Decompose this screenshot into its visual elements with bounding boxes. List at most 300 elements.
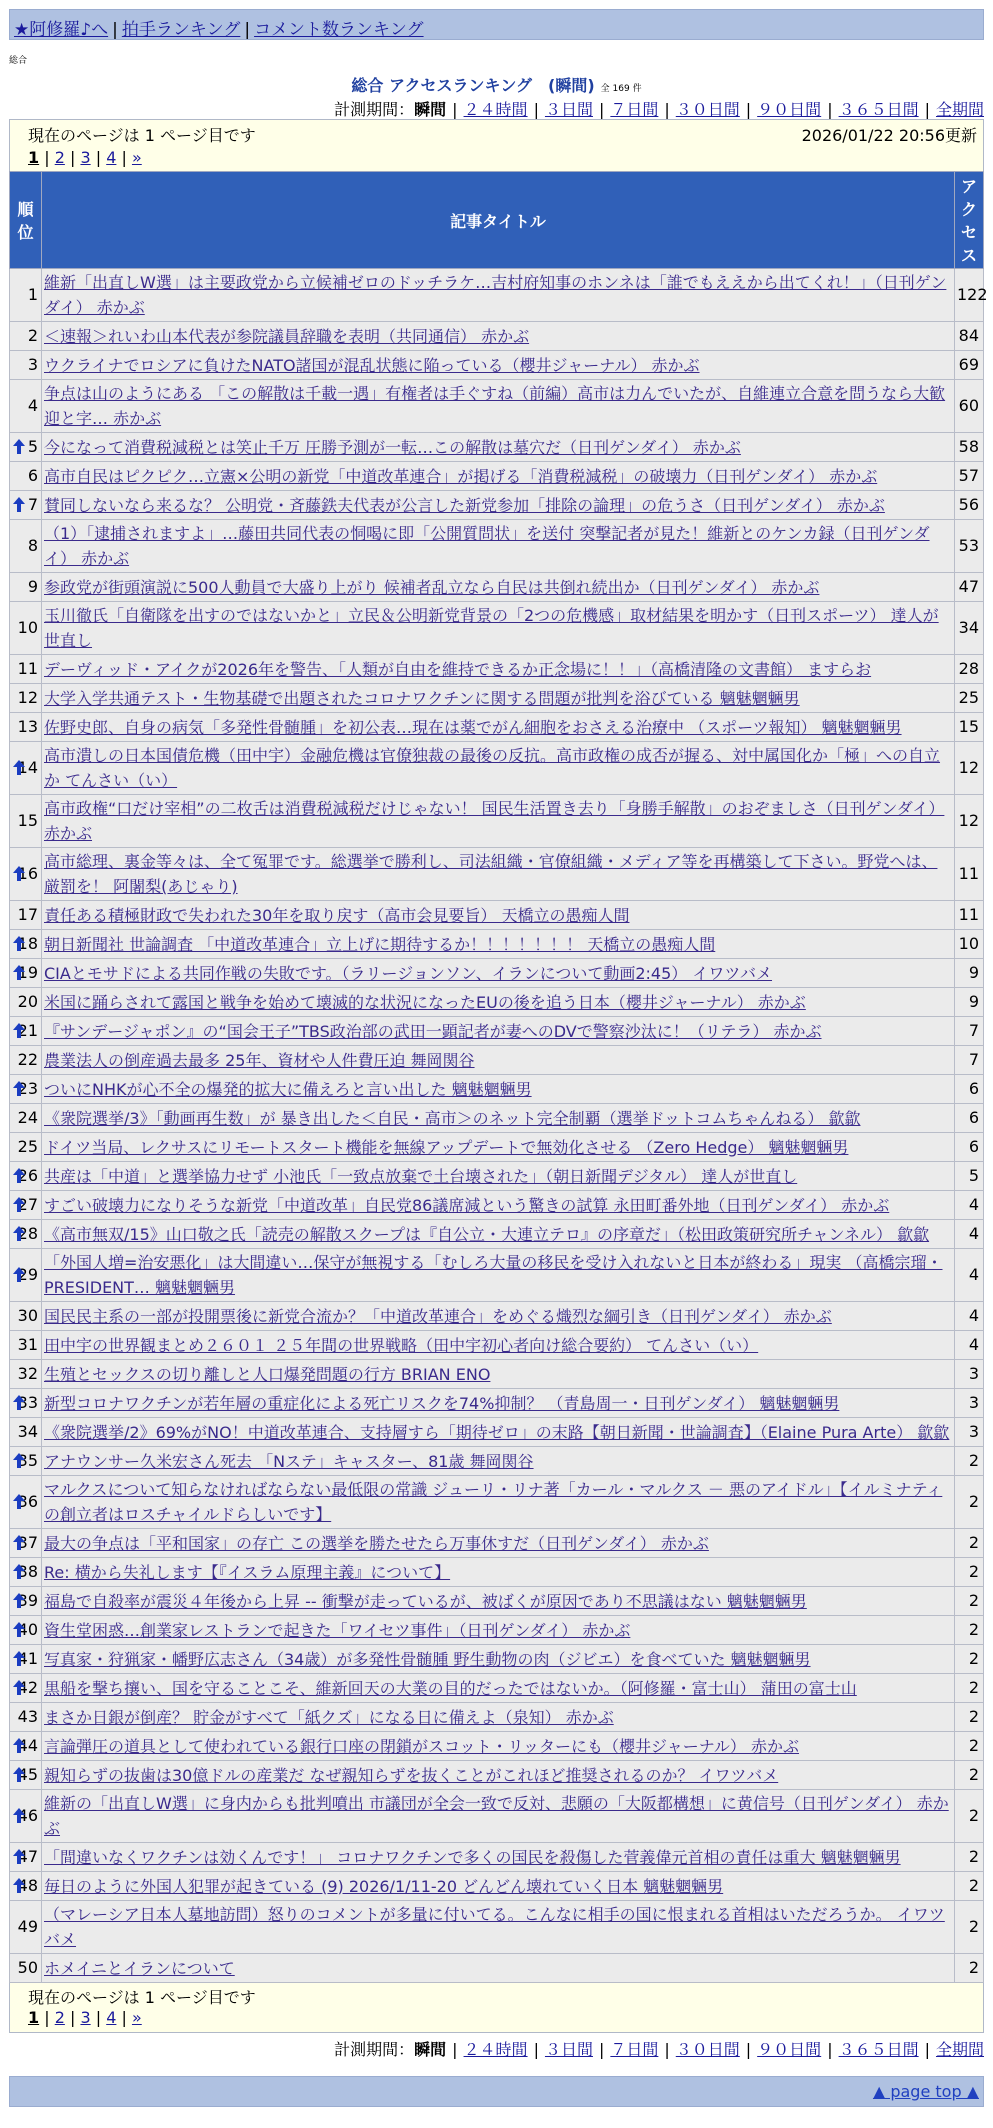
article-title-link[interactable]: 農業法人の倒産過去最多 25年、資材や人件費圧迫 舞岡関谷 <box>44 1050 475 1070</box>
table-row <box>10 1017 984 1046</box>
article-title-link[interactable]: Re: 横から失礼します【『イスラム原理主義』について】 <box>44 1562 451 1582</box>
article-title-link[interactable]: 朝日新聞社 世論調査 「中道改革連合」立上げに期待するか！！！！！！！ 天橋立の愚痴人間 <box>44 934 716 954</box>
article-title-link[interactable]: ウクライナでロシアに負けたNATO諸国が混乱状態に陥っている（櫻井ジャーナル） 赤かぶ <box>44 355 700 375</box>
rank-cell <box>10 1761 42 1790</box>
access-count: 9 <box>955 959 984 988</box>
rank-number: 29 <box>17 1265 38 1284</box>
access-count: 2 <box>955 1703 984 1732</box>
rank-cell <box>10 1476 42 1529</box>
title-cell <box>42 1046 955 1075</box>
access-count: 6 <box>955 1075 984 1104</box>
title-cell <box>42 1476 955 1529</box>
rank-number: 16 <box>17 864 38 883</box>
table-row <box>10 380 984 433</box>
total-count: 全 169 件 <box>600 84 642 94</box>
article-title-link[interactable]: ＜速報＞れいわ山本代表が参院議員辞職を表明（共同通信） 赤かぶ <box>44 326 530 346</box>
access-count: 2 <box>955 1674 984 1703</box>
page-top-link[interactable]: ▲ page top ▲ <box>872 2082 979 2101</box>
rank-number: 27 <box>17 1195 38 1214</box>
pager <box>28 2008 977 2027</box>
access-count: 58 <box>955 433 984 462</box>
access-count: 10 <box>955 930 984 959</box>
pager-separator: | <box>39 148 55 167</box>
rank-number: 2 <box>27 326 38 345</box>
period-option-link[interactable]: ２４時間 <box>463 100 528 119</box>
table-row <box>10 1645 984 1674</box>
access-count: 56 <box>955 491 984 520</box>
access-count: 5 <box>955 1162 984 1191</box>
table-row <box>10 269 984 322</box>
title-cell <box>42 1418 955 1447</box>
ranking-title-text: 総合 アクセスランキング (瞬間) <box>351 76 595 95</box>
rank-number: 26 <box>17 1166 38 1185</box>
rank-number: 28 <box>17 1224 38 1243</box>
page-info-top <box>9 119 984 171</box>
period-option-link[interactable]: ３６５日間 <box>838 100 919 119</box>
rank-cell <box>10 1558 42 1587</box>
access-count: 2 <box>955 1587 984 1616</box>
table-row <box>10 1843 984 1872</box>
rank-number: 21 <box>17 1021 38 1040</box>
title-cell <box>42 848 955 901</box>
title-cell <box>42 742 955 795</box>
period-separator: | <box>598 2040 605 2059</box>
title-cell <box>42 1104 955 1133</box>
footer-bar <box>9 2076 984 2107</box>
title-cell <box>42 1191 955 1220</box>
rank-number: 4 <box>27 396 38 415</box>
rank-cell <box>10 1418 42 1447</box>
access-count: 4 <box>955 1220 984 1249</box>
rank-number: 35 <box>17 1451 38 1470</box>
article-title-link[interactable]: （1）「逮捕されますよ」…藤田共同代表の恫喝に即「公開質問状」を送付 突撃記者が見た！維新とのケンカ録（日刊ゲンダイ） 赤かぶ <box>44 524 930 568</box>
current-page-text: 現在のページは 1 ページ目です <box>28 1988 256 2007</box>
rank-number: 15 <box>17 811 38 830</box>
rank-number: 34 <box>17 1422 38 1441</box>
title-cell <box>42 1703 955 1732</box>
period-separator: | <box>533 100 539 119</box>
rank-header: 順位 <box>10 172 42 269</box>
access-header: アクセス <box>955 172 984 269</box>
pager <box>28 148 977 167</box>
title-cell <box>42 988 955 1017</box>
table-row <box>10 1447 984 1476</box>
table-row <box>10 684 984 713</box>
article-title-link[interactable]: 言論弾圧の道具として使われている銀行口座の閉鎖がスコット・リッターにも（櫻井ジャーナル） 赤かぶ <box>44 1736 800 1756</box>
clap-ranking-link[interactable]: 拍手ランキング <box>121 20 241 40</box>
title-cell <box>42 1017 955 1046</box>
table-row <box>10 1046 984 1075</box>
access-count: 7 <box>955 1046 984 1075</box>
rank-number: 24 <box>17 1108 38 1127</box>
access-count: 15 <box>955 713 984 742</box>
access-count: 84 <box>955 322 984 351</box>
table-row <box>10 1954 984 1983</box>
title-cell <box>42 491 955 520</box>
title-cell <box>42 1843 955 1872</box>
rank-cell <box>10 1249 42 1302</box>
access-count: 2 <box>955 1447 984 1476</box>
table-row <box>10 713 984 742</box>
access-count: 2 <box>955 1761 984 1790</box>
pager-separator: | <box>90 148 107 167</box>
article-title-link[interactable]: 佐野史郎、自身の病気「多発性骨髄腫」を初公表…現在は薬でがん細胞をおさえる治療中 （スポーツ報知） 魑魅魍魎男 <box>44 717 902 737</box>
article-title-link[interactable]: （マレーシア日本人墓地訪問）怒りのコメントが多量に付いてる。こんなに相手の国に恨まれる首相はいただろうか。 イワツバメ <box>44 1905 945 1949</box>
article-title-link[interactable]: CIAとモサドによる共同作戦の失敗です。（ラリージョンソン、イランについて動画2:45） イワツバメ <box>44 963 773 983</box>
rank-cell <box>10 1017 42 1046</box>
article-title-link[interactable]: 争点は山のようにある 「この解散は千載一遇」有権者は手ぐすね（前編）高市は力んでいたが、自維連立合意を問うなら大歓迎と字… 赤かぶ <box>44 384 946 428</box>
article-title-link[interactable]: ついにNHKが心不全の爆発的拡大に備えろと言い出した 魑魅魍魎男 <box>44 1079 532 1099</box>
title-cell <box>42 1645 955 1674</box>
table-row <box>10 1529 984 1558</box>
rank-cell <box>10 1191 42 1220</box>
rank-number: 49 <box>17 1917 38 1936</box>
rank-number: 38 <box>17 1562 38 1581</box>
title-cell <box>42 1075 955 1104</box>
title-cell <box>42 1133 955 1162</box>
title-cell <box>42 322 955 351</box>
period-option-link[interactable]: ３０日間 <box>675 2040 740 2059</box>
title-cell <box>42 713 955 742</box>
access-count: 12 <box>955 795 984 848</box>
title-cell <box>42 602 955 655</box>
updated-timestamp: 2026/01/22 20:56更新 <box>801 126 977 145</box>
period-separator: | <box>924 2040 930 2059</box>
period-current: 瞬間 <box>414 2040 447 2059</box>
rank-number: 47 <box>17 1847 38 1866</box>
rank-cell <box>10 1843 42 1872</box>
table-row <box>10 1104 984 1133</box>
access-count: 34 <box>955 602 984 655</box>
rank-cell <box>10 713 42 742</box>
rank-number: 42 <box>17 1678 38 1697</box>
access-count: 7 <box>955 1017 984 1046</box>
rank-cell <box>10 1616 42 1645</box>
table-row <box>10 930 984 959</box>
article-title-link[interactable]: 大学入学共通テスト・生物基礎で出題されたコロナワクチンに関する問題が批判を浴びている 魑魅魍魎男 <box>44 688 800 708</box>
rank-number: 48 <box>17 1876 38 1895</box>
title-cell <box>42 1732 955 1761</box>
rank-cell <box>10 742 42 795</box>
access-count: 2 <box>955 1790 984 1843</box>
period-separator: | <box>745 2040 752 2059</box>
table-row <box>10 1331 984 1360</box>
access-count: 2 <box>955 1872 984 1901</box>
article-title-link[interactable]: 参政党が街頭演説に500人動員で大盛り上がり 候補者乱立なら自民は共倒れ続出か（日刊ゲンダイ） 赤かぶ <box>44 577 820 597</box>
rank-number: 11 <box>17 659 38 678</box>
period-label: 計測期間： <box>334 2040 415 2059</box>
access-count: 122 <box>955 269 984 322</box>
article-title-link[interactable]: 「間違いなくワクチンは効くんです！」 コロナワクチンで多くの国民を殺傷した菅義偉元首相の責任は重大 魑魅魍魎男 <box>44 1847 901 1867</box>
rank-cell <box>10 1046 42 1075</box>
title-cell <box>42 901 955 930</box>
period-option-link[interactable]: ９０日間 <box>757 2040 822 2059</box>
article-title-link[interactable]: 高市潰しの日本国債危機（田中宇）金融危機は官僚独裁の最後の反抗。高市政権の成否が握る、対中属国化か「極」への自立か てんさい（い） <box>44 746 941 790</box>
rank-number: 32 <box>17 1364 38 1383</box>
period-label: 計測期間： <box>334 100 415 119</box>
pager-page-link[interactable]: 4 <box>106 148 117 167</box>
rank-cell <box>10 602 42 655</box>
period-separator: | <box>452 100 458 119</box>
title-cell <box>42 930 955 959</box>
rank-number: 39 <box>17 1591 38 1610</box>
pager-separator: | <box>116 148 132 167</box>
title-cell <box>42 269 955 322</box>
table-row <box>10 1761 984 1790</box>
rank-cell <box>10 1587 42 1616</box>
pager-separator: | <box>116 2008 132 2027</box>
pager-page-link[interactable]: 3 <box>80 2008 91 2027</box>
rank-cell <box>10 1872 42 1901</box>
article-title-link[interactable]: 共産は「中道」と選挙協力せず 小池氏「一致点放棄で土台壊された」（朝日新聞デジタル） 達人が世直し <box>44 1166 798 1186</box>
table-row <box>10 1220 984 1249</box>
access-count: 25 <box>955 684 984 713</box>
table-row <box>10 1732 984 1761</box>
rank-cell <box>10 655 42 684</box>
table-row <box>10 520 984 573</box>
title-cell <box>42 795 955 848</box>
title-cell <box>42 1249 955 1302</box>
nav-separator: | <box>244 20 251 40</box>
top-nav-bar <box>9 9 984 40</box>
period-separator: | <box>533 2040 539 2059</box>
pager-page-link[interactable]: 2 <box>54 2008 65 2027</box>
article-title-link[interactable]: 国民民主系の一部が投開票後に新党合流か？「中道改革連合」をめぐる熾烈な綱引き（日刊ゲンダイ） 赤かぶ <box>44 1306 832 1326</box>
pager-separator: | <box>39 2008 55 2027</box>
table-row <box>10 433 984 462</box>
access-count: 6 <box>955 1133 984 1162</box>
period-option-link[interactable]: ２４時間 <box>463 2040 528 2059</box>
table-row <box>10 1901 984 1954</box>
period-option-link[interactable]: ３６５日間 <box>838 2040 919 2059</box>
table-row <box>10 1418 984 1447</box>
pager-next-link[interactable]: » <box>131 148 142 167</box>
title-cell <box>42 1761 955 1790</box>
title-cell <box>42 1331 955 1360</box>
article-title-link[interactable]: 高市総理、裏金等々は、全て冤罪です。総選挙で勝利し、司法組織・官僚組織・メディア等を再構築して下さい。野党へは、厳罰を！ 阿闍梨(あじゃり) <box>44 852 938 896</box>
rank-cell <box>10 1220 42 1249</box>
access-count: 11 <box>955 848 984 901</box>
table-row <box>10 491 984 520</box>
access-count: 4 <box>955 1331 984 1360</box>
rank-cell <box>10 1703 42 1732</box>
title-cell <box>42 1447 955 1476</box>
rank-cell <box>10 1302 42 1331</box>
article-title-link[interactable]: 福島で自殺率が震災４年後から上昇 -- 衝撃が走っているが、被ばくが原因であり不思議はない 魑魅魍魎男 <box>44 1591 807 1611</box>
rank-cell <box>10 1331 42 1360</box>
table-row <box>10 988 984 1017</box>
pager-separator: | <box>64 2008 81 2027</box>
period-separator: | <box>664 100 670 119</box>
article-title-link[interactable]: すごい破壊力になりそうな新党「中道改革」自民党86議席減という驚きの試算 永田町番外地（日刊ゲンダイ） 赤かぶ <box>44 1195 890 1215</box>
article-title-link[interactable]: 高市自民はピクピク…立憲×公明の新党「中道改革連合」が掲げる「消費税減税」の破壊力（日刊ゲンダイ） 赤かぶ <box>44 466 878 486</box>
rank-number: 5 <box>27 437 38 456</box>
article-title-link[interactable]: 田中宇の世界観まとめ２６０１ ２５年間の世界戦略（田中宇初心者向け総合要約） てんさい（い） <box>44 1335 759 1355</box>
article-title-link[interactable]: 毎日のように外国人犯罪が起きている (9) 2026/1/11-20 どんどん壊れていく日本 魑魅魍魎男 <box>44 1876 724 1896</box>
table-row <box>10 795 984 848</box>
period-separator: | <box>924 100 930 119</box>
article-title-link[interactable]: 今になって消費税減税とは笑止千万 圧勝予測が一転…この解散は墓穴だ（日刊ゲンダイ） 赤かぶ <box>44 437 741 457</box>
title-cell <box>42 1302 955 1331</box>
article-title-link[interactable]: 《衆院選挙/3》「動画再生数」が 暴き出した＜自民・高市＞のネット完全制覇（選挙ドットコムちゃんねる） 歙歙 <box>44 1108 861 1128</box>
article-title-link[interactable]: 米国に踊らされて露国と戦争を始めて壊滅的な状況になったEUの後を追う日本（櫻井ジャーナル） 赤かぶ <box>44 992 806 1012</box>
article-title-link[interactable]: デーヴィッド・アイクが2026年を警告、「人類が自由を維持できるか正念場に！！」（高橋清隆の文書館） ますらお <box>44 659 872 679</box>
access-count: 2 <box>955 1843 984 1872</box>
access-count: 57 <box>955 462 984 491</box>
table-row <box>10 1558 984 1587</box>
home-link[interactable]: ★阿修羅♪へ <box>14 20 109 40</box>
table-row <box>10 462 984 491</box>
rank-cell <box>10 1732 42 1761</box>
article-title-link[interactable]: 玉川徹氏「自衛隊を出すのではないかと」立民＆公明新党背景の「2つの危機感」取材結果を明かす（日刊スポーツ） 達人が世直し <box>44 606 939 650</box>
article-title-link[interactable]: 黒船を撃ち攘い、国を守ることこそ、維新回天の大業の目的だったではないか。（阿修羅・富士山） 蒲田の富士山 <box>44 1678 857 1698</box>
rank-cell <box>10 988 42 1017</box>
rank-cell <box>10 269 42 322</box>
title-cell <box>42 1954 955 1983</box>
access-count: 4 <box>955 1191 984 1220</box>
access-count: 3 <box>955 1389 984 1418</box>
title-cell <box>42 573 955 602</box>
table-row <box>10 1790 984 1843</box>
rank-number: 20 <box>17 992 38 1011</box>
period-option-link[interactable]: ３日間 <box>544 100 593 119</box>
article-title-link[interactable]: 新型コロナワクチンが若年層の重症化による死亡リスクを74%抑制？ （青島周一・日刊ゲンダイ） 魑魅魍魎男 <box>44 1393 840 1413</box>
period-option-link[interactable]: 全期間 <box>935 100 984 119</box>
rank-cell <box>10 573 42 602</box>
access-count: 60 <box>955 380 984 433</box>
rank-cell <box>10 1104 42 1133</box>
table-row <box>10 351 984 380</box>
title-cell <box>42 1360 955 1389</box>
title-cell <box>42 351 955 380</box>
article-title-link[interactable]: マルクスについて知らなければならない最低限の常識 ジューリ・リナ著「カール・マルクス － 悪のアイドル」【イルミナティの創立者はロスチャイルドらしいです】 <box>44 1480 943 1524</box>
pager-current-page: 1 <box>28 148 40 167</box>
rank-number: 23 <box>17 1079 38 1098</box>
article-title-link[interactable]: 《高市無双/15》山口敬之氏「読売の解散スクープは『自公立・大連立テロ』の序章だ」（松田政策研究所チャンネル） 歙歙 <box>44 1224 930 1244</box>
rank-cell <box>10 848 42 901</box>
category-label: 総合 <box>9 56 28 66</box>
access-count: 2 <box>955 1901 984 1954</box>
table-row <box>10 848 984 901</box>
article-title-link[interactable]: まさか日銀が倒産？ 貯金がすべて「紙クズ」になる日に備えよ（泉知） 赤かぶ <box>44 1707 614 1727</box>
title-cell <box>42 655 955 684</box>
article-title-link[interactable]: 賛同しないなら来るな？ 公明党・斉藤鉄夫代表が公言した新党参加「排除の論理」の危うさ（日刊ゲンダイ） 赤かぶ <box>44 495 885 515</box>
access-count: 3 <box>955 1418 984 1447</box>
period-option-link[interactable]: ７日間 <box>610 100 659 119</box>
article-title-link[interactable]: 『サンデージャポン』の“国会王子”TBS政治部の武田一顕記者が妻へのDVで警察沙汰に！（リテラ） 赤かぶ <box>44 1021 822 1041</box>
access-count: 2 <box>955 1732 984 1761</box>
period-selector <box>9 97 984 119</box>
rank-number: 30 <box>17 1306 38 1325</box>
article-title-link[interactable]: 最大の争点は「平和国家」の存亡 この選挙を勝たせたら万事休すだ（日刊ゲンダイ） 赤かぶ <box>44 1533 709 1553</box>
rank-cell <box>10 1954 42 1983</box>
title-cell <box>42 520 955 573</box>
rank-number: 44 <box>17 1736 38 1755</box>
pager-page-link[interactable]: 2 <box>54 148 65 167</box>
period-separator: | <box>827 2040 833 2059</box>
rank-cell <box>10 433 42 462</box>
rank-cell <box>10 901 42 930</box>
access-count: 9 <box>955 988 984 1017</box>
table-row <box>10 1703 984 1732</box>
rank-number: 33 <box>17 1393 38 1412</box>
title-cell <box>42 1616 955 1645</box>
period-option-link[interactable]: ３０日間 <box>675 100 740 119</box>
table-row <box>10 742 984 795</box>
rank-cell <box>10 1162 42 1191</box>
rank-number: 12 <box>17 688 38 707</box>
rank-cell <box>10 1529 42 1558</box>
article-title-link[interactable]: 責任ある積極財政で失われた30年を取り戻す（高市会見要旨） 天橋立の愚痴人間 <box>44 905 630 925</box>
article-title-link[interactable]: 維新「出直しW選」は主要政党から立候補ゼロのドッチラケ…吉村府知事のホンネは「誰でもええから出てくれ！」（日刊ゲンダイ） 赤かぶ <box>44 273 947 317</box>
pager-separator: | <box>90 2008 107 2027</box>
period-option-link[interactable]: ７日間 <box>610 2040 659 2059</box>
access-count: 2 <box>955 1616 984 1645</box>
rank-cell <box>10 1790 42 1843</box>
comment-ranking-link[interactable]: コメント数ランキング <box>254 20 424 40</box>
rank-number: 8 <box>27 536 38 555</box>
rank-cell <box>10 1674 42 1703</box>
page-info-bottom <box>9 1983 984 2033</box>
article-title-link[interactable]: アナウンサー久米宏さん死去 「Nステ」キャスター、81歳 舞岡関谷 <box>44 1451 534 1471</box>
title-cell <box>42 684 955 713</box>
rank-number: 18 <box>17 934 38 953</box>
article-title-link[interactable]: 《衆院選挙/2》69%がNO！中道改革連合、支持層すら「期待ゼロ」の末路【朝日新聞・世論調査】（Elaine Pura Arte） 歙歙 <box>44 1422 950 1442</box>
period-option-link[interactable]: 全期間 <box>935 2040 984 2059</box>
rank-number: 10 <box>17 618 38 637</box>
pager-page-link[interactable]: 3 <box>80 148 91 167</box>
rank-number: 37 <box>17 1533 38 1552</box>
period-option-link[interactable]: ９０日間 <box>757 100 822 119</box>
rank-cell <box>10 1075 42 1104</box>
article-title-link[interactable]: ホメイニとイランについて <box>44 1958 235 1978</box>
table-row <box>10 1133 984 1162</box>
article-title-link[interactable]: 親知らずの抜歯は30億ドルの産業だ なぜ親知らずを抜くことがこれほど推奨されるのか？ イワツバメ <box>44 1765 779 1785</box>
rank-number: 31 <box>17 1335 38 1354</box>
rank-number: 9 <box>27 577 38 596</box>
table-row <box>10 1249 984 1302</box>
period-separator: | <box>664 2040 670 2059</box>
rank-cell <box>10 322 42 351</box>
article-title-link[interactable]: 資生堂困惑…創業家レストランで起きた「ワイセツ事件」（日刊ゲンダイ） 赤かぶ <box>44 1620 631 1640</box>
table-row <box>10 1616 984 1645</box>
rank-cell <box>10 930 42 959</box>
title-cell <box>42 1389 955 1418</box>
rank-number: 46 <box>17 1806 38 1825</box>
rank-number: 36 <box>17 1492 38 1511</box>
table-row <box>10 1476 984 1529</box>
rank-cell <box>10 351 42 380</box>
article-title-link[interactable]: 高市政権“口だけ宰相”の二枚舌は消費税減税だけじゃない！ 国民生活置き去り「身勝手解散」のおぞましさ（日刊ゲンダイ） 赤かぶ <box>44 799 945 843</box>
ranking-title <box>9 73 984 93</box>
article-title-link[interactable]: ドイツ当局、レクサスにリモートスタート機能を無線アップデートで無効化させる （Zero Hedge） 魑魅魍魎男 <box>44 1137 849 1157</box>
period-current: 瞬間 <box>414 100 447 119</box>
access-count: 4 <box>955 1302 984 1331</box>
pager-next-link[interactable]: » <box>131 2008 142 2027</box>
period-option-link[interactable]: ３日間 <box>544 2040 593 2059</box>
rank-cell <box>10 684 42 713</box>
rank-number: 7 <box>27 495 38 514</box>
access-count: 11 <box>955 901 984 930</box>
pager-page-link[interactable]: 4 <box>106 2008 117 2027</box>
article-title-link[interactable]: 写真家・狩猟家・幡野広志さん（34歳）が多発性骨髄腫 野生動物の肉（ジビエ）を食べていた 魑魅魍魎男 <box>44 1649 811 1669</box>
article-title-link[interactable]: 維新の「出直しW選」に身内からも批判噴出 市議団が全会一致で反対、悲願の「大阪都構想」に黄信号（日刊ゲンダイ） 赤かぶ <box>44 1794 949 1838</box>
article-title-link[interactable]: 「外国人増=治安悪化」は大間違い…保守が無視する「むしろ大量の移民を受け入れないと日本が終わる」現実 （高橋宗瑠・PRESIDENT… 魑魅魍魎男 <box>44 1253 943 1297</box>
table-row <box>10 1162 984 1191</box>
access-count: 2 <box>955 1529 984 1558</box>
title-cell <box>42 1162 955 1191</box>
article-title-link[interactable]: 生殖とセックスの切り離しと人口爆発問題の行方 BRIAN ENO <box>44 1364 491 1384</box>
